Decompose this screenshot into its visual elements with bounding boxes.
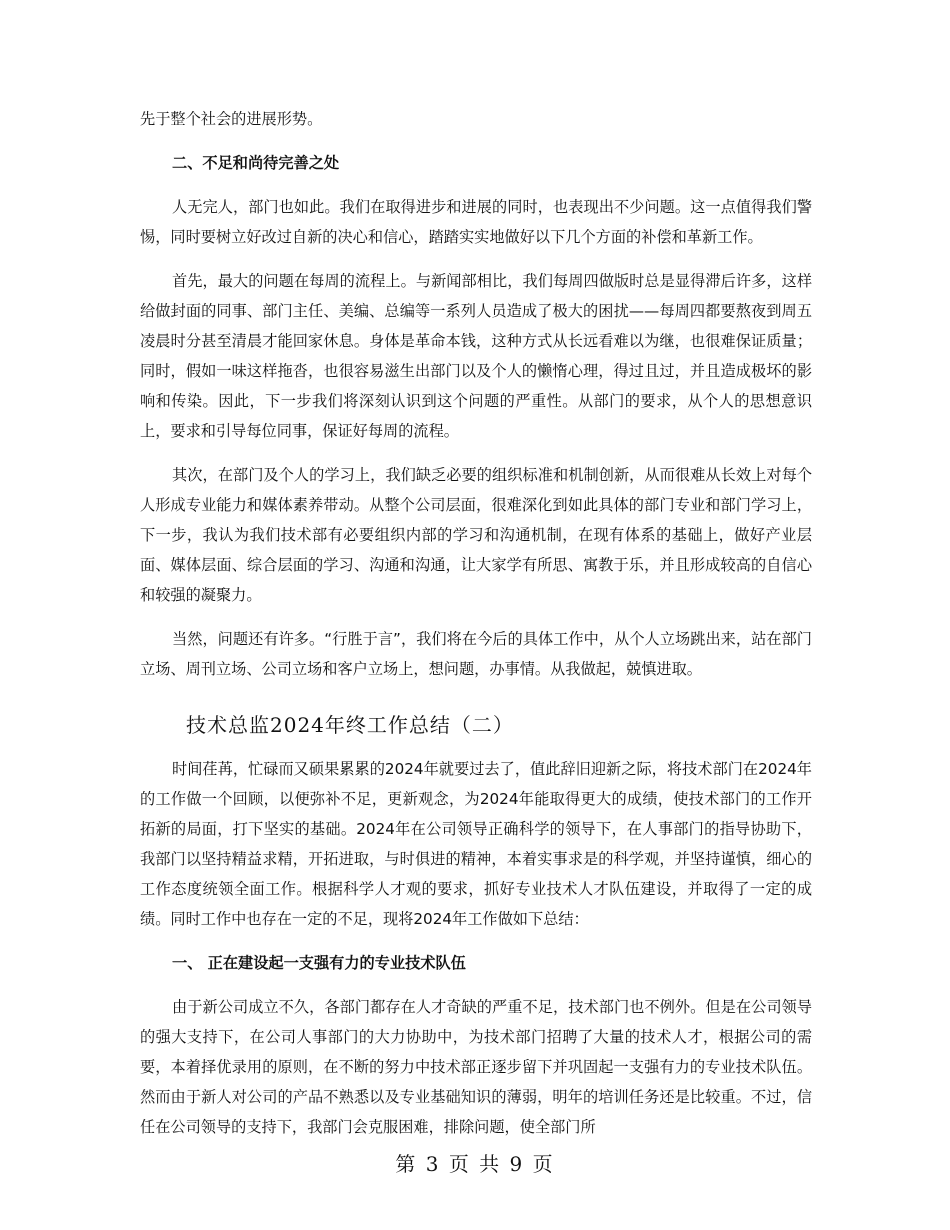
paragraph-shortcomings-4: 当然，问题还有许多。“行胜于言”，我们将在今后的具体工作中，从个人立场跳出来，站在部门立场、周刊立场、公司立场和客户立场上，想问题，办事情。从我做起，兢慎进取。 xyxy=(140,630,812,678)
section-heading-shortcomings: 二、不足和尚待完善之处 xyxy=(172,154,340,172)
paragraph-summary-intro: 时间荏苒，忙碌而又硕果累累的2024年就要过去了，值此辞旧迎新之际，将技术部门在2024年的工作做一个回顾，以便弥补不足，更新观念，为2024年能取得更大的成绩，使技术部门的工作开拓新的局面，打下坚实的基础。2024年在公司领导正确科学的领导下，在人事部门的指导协助下，我部门以坚持精益求精，开拓进取，与时俱进的精神，本着实事求是的科学观，并坚持谨慎，细心的工作态度统领全面工作。根据科学人才观的要求，抓好专业技术人才队伍建设，并取得了一定的成绩。同时工作中也存在一定的不足，现将2024年工作做如下总结： xyxy=(140,760,812,928)
paragraph-shortcomings-2: 首先，最大的问题在每周的流程上。与新闻部相比，我们每周四做版时总是显得滞后许多，这样给做封面的同事、部门主任、美编、总编等一系列人员造成了极大的困扰——每周四都要熬夜到周五凌晨时分甚至清晨才能回家休息。身体是革命本钱，这种方式从长远看难以为继，也很难保证质量；同时，假如一味这样拖沓，也很容易滋生出部门以及个人的懒惰心理，得过且过，并且造成极坏的影响和传染。因此，下一步我们将深刻认识到这个问题的严重性。从部门的要求，从个人的思想意识上，要求和引导每位同事，保证好每周的流程。 xyxy=(140,272,812,440)
paragraph-shortcomings-1: 人无完人，部门也如此。我们在取得进步和进展的同时，也表现出不少问题。这一点值得我们警惕，同时要树立好改过自新的决心和信心，踏踏实实地做好以下几个方面的补偿和革新工作。 xyxy=(140,198,812,246)
document-title-2: 技术总监2024年终工作总结（二） xyxy=(186,713,514,737)
paragraph-shortcomings-3: 其次，在部门及个人的学习上，我们缺乏必要的组织标准和机制创新，从而很难从长效上对每个人形成专业能力和媒体素养带动。从整个公司层面，很难深化到如此具体的部门专业和部门学习上，下一步，我认为我们技术部有必要组织内部的学习和沟通机制，在现有体系的基础上，做好产业层面、媒体层面、综合层面的学习、沟通和沟通，让大家学有所思、寓教于乐，并且形成较高的自信心和较强的凝聚力。 xyxy=(140,466,812,604)
paragraph-team: 由于新公司成立不久，各部门都存在人才奇缺的严重不足，技术部门也不例外。但是在公司领导的强大支持下，在公司人事部门的大力协助中，为技术部门招聘了大量的技术人才，根据公司的需要，本着择优录用的原则，在不断的努力中技术部正逐步留下并巩固起一支强有力的专业技术队伍。然而由于新人对公司的产品不熟悉以及专业基础知识的薄弱，明年的培训任务还是比较重。不过，信任在公司领导的支持下，我部门会克服困难，排除问题，使全部门所 xyxy=(140,998,812,1136)
paragraph-intro-tail: 先于整个社会的进展形势。 xyxy=(140,110,323,128)
page-number: 第 3 页 共 9 页 xyxy=(395,1152,555,1176)
section-heading-team: 一、 正在建设起一支强有力的专业技术队伍 xyxy=(172,954,466,972)
document-body xyxy=(140,104,812,1142)
